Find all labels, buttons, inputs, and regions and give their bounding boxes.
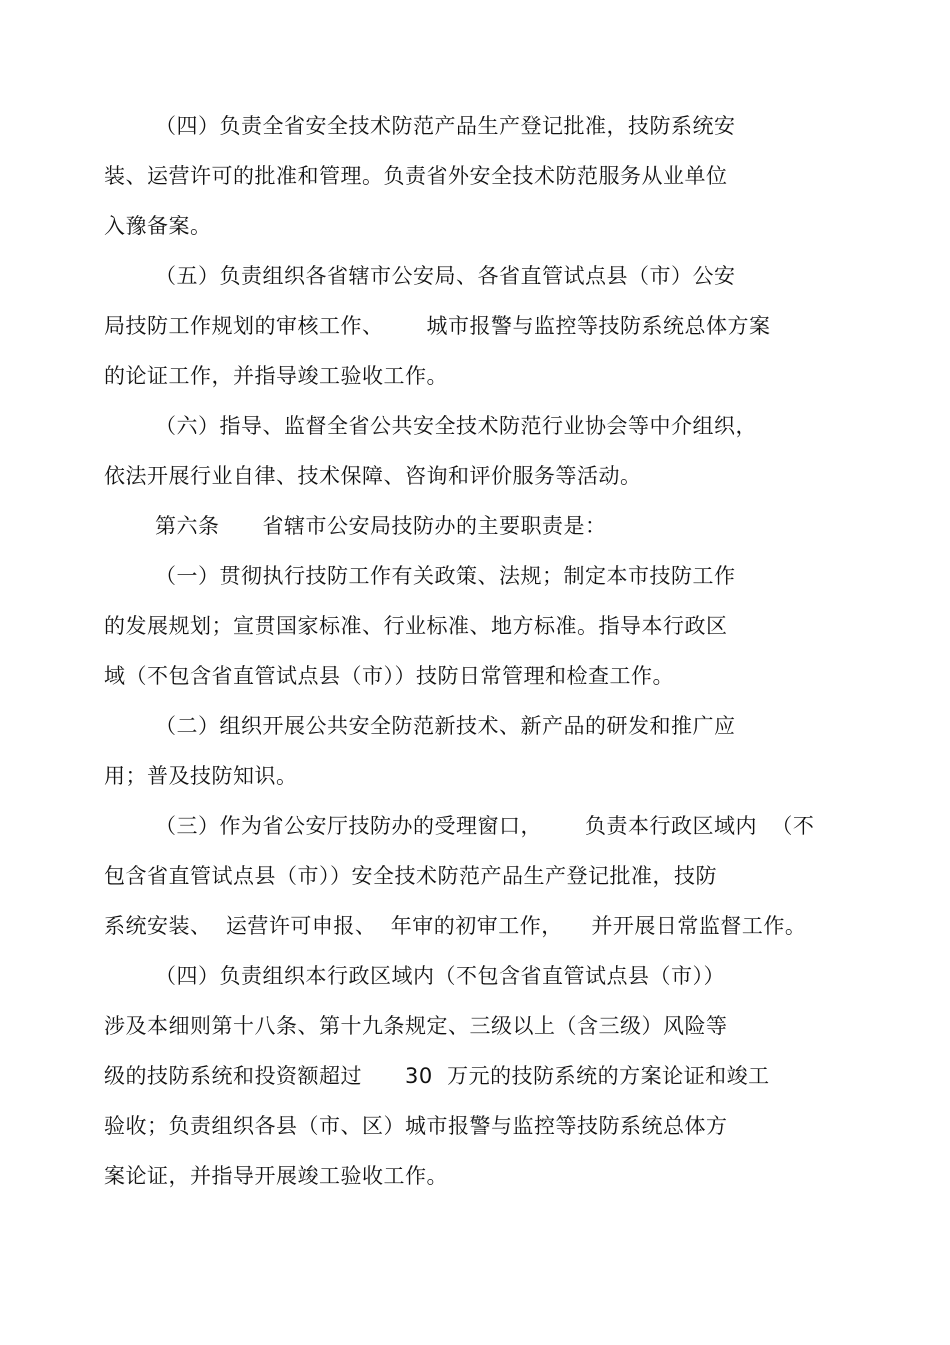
paragraph-line: 用；普及技防知识。 [104, 764, 298, 788]
paragraph-line: （四）负责组织本行政区域内（不包含省直管试点县（市）） [155, 964, 725, 988]
paragraph-line: （二）组织开展公共安全防范新技术、新产品的研发和推广应 [155, 714, 736, 738]
paragraph-line: 的发展规划；宣贯国家标准、行业标准、地方标准。指导本行政区 [104, 614, 728, 638]
paragraph-line: （三）作为省公安厅技防办的受理窗口， 负责本行政区域内 （不 [155, 814, 815, 838]
paragraph-line: 局技防工作规划的审核工作、 城市报警与监控等技防系统总体方案 [104, 314, 771, 338]
paragraph-line: 的论证工作，并指导竣工验收工作。 [104, 364, 448, 388]
paragraph-line: 域（不包含省直管试点县（市））技防日常管理和检查工作。 [104, 664, 674, 688]
paragraph-line: 案论证，并指导开展竣工验收工作。 [104, 1164, 448, 1188]
article-heading: 第六条 省辖市公安局技防办的主要职责是： [155, 514, 607, 538]
paragraph-line: 级的技防系统和投资额超过 30 万元的技防系统的方案论证和竣工 [104, 1064, 770, 1088]
paragraph-line: （五）负责组织各省辖市公安局、各省直管试点县（市）公安 [155, 264, 736, 288]
paragraph-line: 验收；负责组织各县（市、区）城市报警与监控等技防系统总体方 [104, 1114, 728, 1138]
paragraph-line: 包含省直管试点县（市））安全技术防范产品生产登记批准，技防 [104, 864, 717, 888]
paragraph-line: （六）指导、监督全省公共安全技术防范行业协会等中介组织， [155, 414, 757, 438]
paragraph-line: 涉及本细则第十八条、第十九条规定、三级以上（含三级）风险等 [104, 1014, 728, 1038]
paragraph-line: 依法开展行业自律、技术保障、咨询和评价服务等活动。 [104, 464, 642, 488]
paragraph-line: （四）负责全省安全技术防范产品生产登记批准，技防系统安 [155, 114, 736, 138]
paragraph-line: 入豫备案。 [104, 214, 212, 238]
paragraph-line: （一）贯彻执行技防工作有关政策、法规；制定本市技防工作 [155, 564, 736, 588]
paragraph-line: 系统安装、 运营许可申报、 年审的初审工作， 并开展日常监督工作。 [104, 914, 807, 938]
paragraph-line: 装、运营许可的批准和管理。负责省外安全技术防范服务从业单位 [104, 164, 728, 188]
